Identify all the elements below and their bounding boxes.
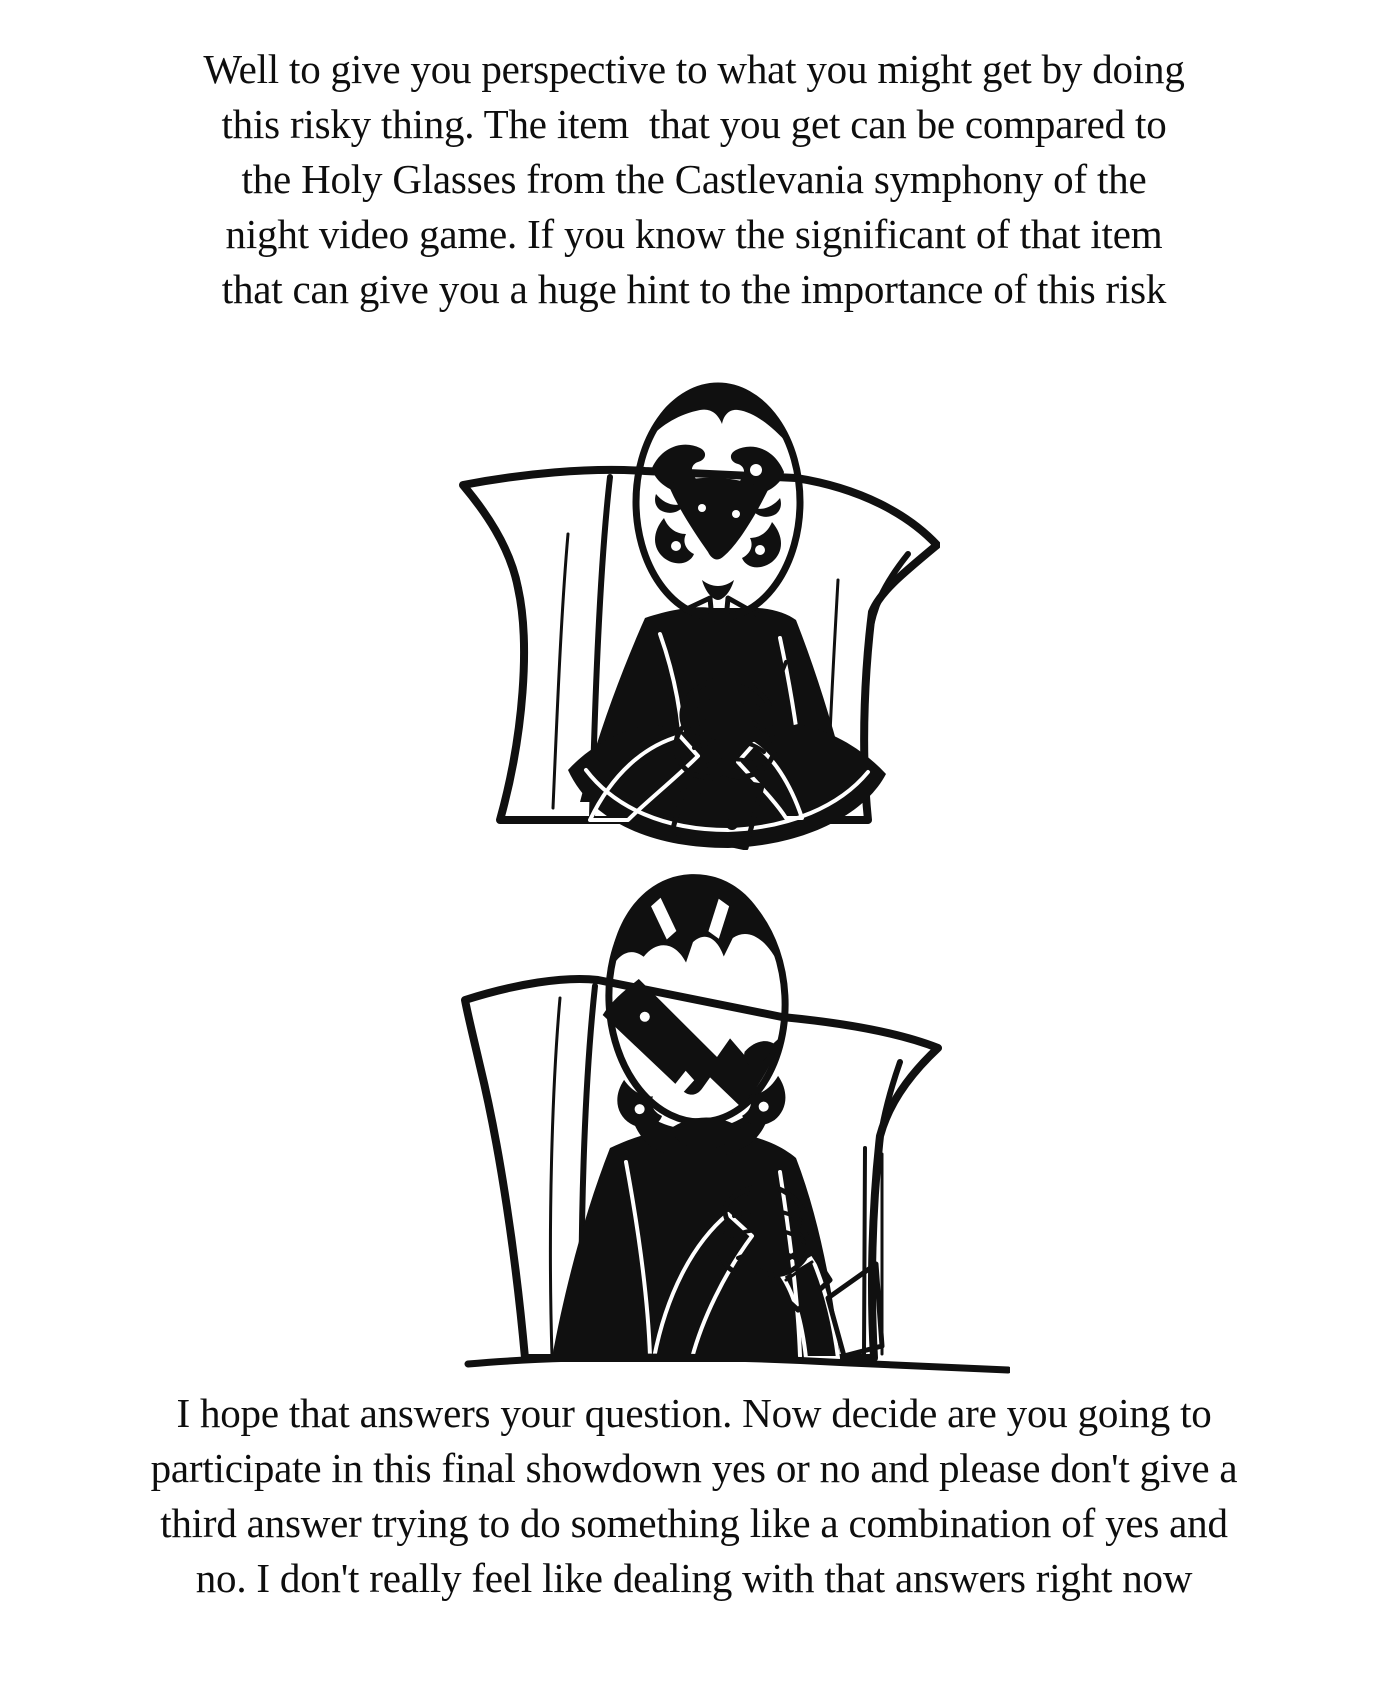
caption-line: no. I don't really feel like dealing with that answers right now [195,1555,1193,1601]
caption-line: that can give you a huge hint to the importance of this risk [221,266,1167,312]
caption-line: night video game. If you know the significant of that item [225,211,1163,257]
masked-figure-pulling-glove-illustration [430,818,1010,1374]
caption-line: this risky thing. The item that you get can be compared to [221,101,1167,147]
caption-line: Well to give you perspective to what you might get by doing [203,46,1185,92]
caption-line: participate in this final showdown yes or no and please don't give a [150,1445,1238,1491]
bottom-caption [0,1386,1388,1606]
luchador-mask-head [636,386,800,618]
caption-line: I hope that answers your question. Now decide are you going to [176,1390,1212,1436]
masked-figure-hands-clasped-illustration [440,350,940,850]
caption-line: the Holy Glasses from the Castlevania symphony of the [241,156,1147,202]
top-caption [0,42,1388,317]
table-edge-line [468,1357,1008,1370]
caption-line: third answer trying to do something like a combination of yes and [160,1500,1228,1546]
